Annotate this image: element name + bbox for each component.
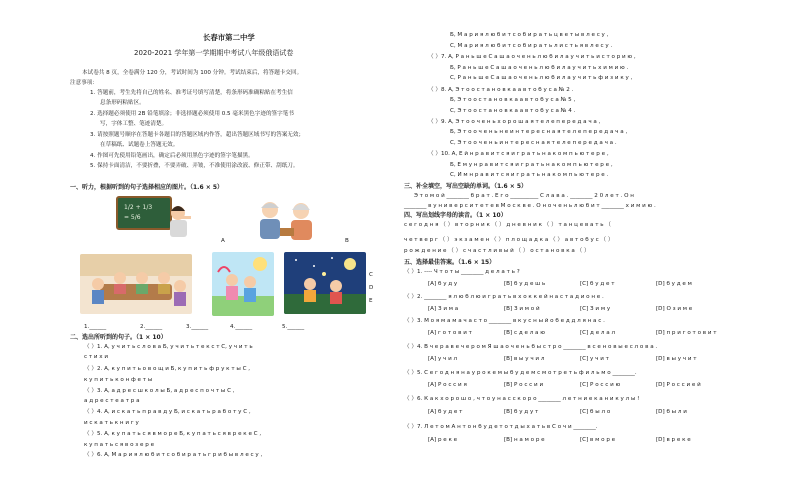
note-line: 5. 保持卡面清洁，不要折叠，不要弄破、弄皱，不准使用涂改液、修正带、刮纸刀。 [90,163,299,169]
answer-blank-5[interactable]: 5.______ [282,324,305,330]
question: （ ）7. Л е т о м А н т о н б у д е т о т д ы х а т ь в С о ч и ________. [404,424,598,430]
picture-c-illustration [80,254,192,314]
question: （ ）5. С е г о д н я н а у р о к е м ы б у д е м с м о т р е т ь ф и л ь м о ________. [404,370,637,376]
option[interactable]: [D] б у д е м [656,281,692,287]
option[interactable]: [C] Р о с с и ю [580,382,621,388]
picture-d-illustration [212,252,274,316]
listening-line: （ ）2. А, к у п и т ь о в о щ и Б, к у п и т ь ф р у к т ы С , [84,366,251,372]
question: （ ）4. В ч е р а в е ч е р о м Я ш а о ч е н ь б ы с т р о ________ в с е н о в ы е с л о в а . [404,344,658,350]
right-column [400,0,730,486]
option[interactable]: [B] б у д у т [504,409,539,415]
section-3-title: 三、补全填空，写出空缺的单词。（1.6 × 5） [404,183,528,190]
listening-line: а д р е с т е а т р а [84,398,140,404]
listening-line: с т и х и [84,354,109,360]
option[interactable]: [A] З и м а [428,306,459,312]
listening-line: и с к а т ь к н и г у [84,420,139,426]
note-line: 息条形码粘贴区。 [100,100,145,106]
question: （ ）1. ---- Ч т о т ы ________ д е л а т ь ? [404,269,520,275]
svg-text:1/2 + 1/3: 1/2 + 1/3 [124,204,153,211]
continued-line: （ ）9. А, Э т о о ч е н ь х о р о ш а я т е л е п е р е д а ч а , [428,119,601,125]
note-line: 3. 请按照题号顺序在答题卡各题目的答题区域内作答，超出答题区域书写的答案无效； [90,132,305,138]
option[interactable]: [B] с д е л а ю [504,330,545,336]
picture-b-letter: B [345,238,349,244]
option[interactable]: [D] в р е к е [656,437,691,443]
reading-line: с е г о д н я （ ） в т о р н и к （ ） д н е в н и к （ ） т а н ц е в а т ь （ [404,222,611,228]
picture-a-illustration [116,195,194,237]
picture-b [246,198,328,240]
option[interactable]: [C] б у д е т [580,281,615,287]
answer-blank-3[interactable]: 3.______ [186,324,209,330]
fill-line: ________ в у н и в е р с и т е т е в М о с к в е . О н о ч е н ь л ю б и т ________ х и м и ю . [404,203,656,209]
listening-line: （ ）3. А, а д р е с ш к о л ы Б, а д р е с п о ч т ы С , [84,388,235,394]
option[interactable]: [C] в м о р е [580,437,616,443]
listening-line: （ ）6. А, М а р и я л ю б и т с о б и р а т ь г р и б ы в л е с у , [84,452,263,458]
continued-line: Б, Э т о о ч е н ь н е и н т е р е с н а я т е л е п е р е д а ч а , [450,129,628,135]
reading-line: р о ж д е н и е （ ） с ч а с т л и в ы й （ ） о с т а н о в к а （ ） [404,248,590,254]
picture-e [284,252,366,314]
option[interactable]: [B] в ы у ч и л [504,356,545,362]
continued-line: С, М а р и я л ю б и т с о б и р а т ь л и с т ь я в л е с у . [450,43,613,49]
picture-c [80,254,192,314]
continued-line: С, Э т о о с т а н о в к а а в т о б у с а № 4 . [450,108,576,114]
svg-text:= 5/6: = 5/6 [124,214,141,221]
option[interactable]: [A] б у д е т [428,409,463,415]
section-4-title: 四、写出划线字母的读音。（1 × 10） [404,212,507,219]
option[interactable]: [A] р е к е [428,437,458,443]
section-2-title: 二、选出所听到的句子。（1 × 10） [70,334,167,341]
question: （ ）3. М о я м а м а ч а с т о ________ в к у с н ы й о б е д д л я н а с . [404,318,605,324]
exam-title: 2020-2021 学年第一学期期中考试八年级俄语试卷 [134,49,294,57]
option[interactable]: [B] б у д е ш ь [504,281,546,287]
continued-line: Б, Р а н ь ш е С а ш а о ч е н ь л ю б и л а у ч и т ь х и м и ю . [450,65,629,71]
reading-line: ч е т в е р г （ ） э к з а м е н （ ） п л о щ а д к а （ ） а в т о б у с （ ） [404,237,614,243]
listening-line: к у п а т ь с я в о з е р е [84,442,155,448]
listening-line: к у п и т ь к о н ф е т ы [84,377,153,383]
continued-line: Б, Э т о о с т а н о в к а а в т о б у с а № 5 , [450,97,576,103]
note-line: 2. 选择题必须使用 2B 铅笔填涂；非选择题必须使用 0.5 毫米黑色字迹的签字笔书 [90,111,294,117]
answer-blank-1[interactable]: 1.______ [84,324,107,330]
left-column [70,0,392,486]
option[interactable]: [B] н а м о р е [504,437,545,443]
continued-line: （ ）8. А, Э т о о с т а н о в к а а в т о б у с а № 2 . [428,87,574,93]
note-line: 写，字体工整、笔迹清楚。 [100,121,168,127]
side-letter-e: E [369,298,373,304]
picture-a [116,195,194,237]
note-line: 4. 作图可先使用铅笔画出，确定后必须用黑色字迹的签字笔描黑。 [90,153,254,159]
option[interactable]: [C] б ы л о [580,409,611,415]
option[interactable]: [D] п р и г о т о в и т [656,330,717,336]
continued-line: （ ）7. А, Р а н ь ш е С а ш а о ч е н ь л ю б и л а у ч и т ь и с т о р и ю , [428,54,636,60]
option[interactable]: [D] О з и м е [656,306,693,312]
option[interactable]: [D] б ы л и [656,409,687,415]
question: （ ）2. ________ я л ю б л ю и г р а т ь в х о к к е й н а с т а д и о н е . [404,294,604,300]
listening-line: （ ）1. А, у ч и т ь с л о в а Б, у ч и т ь т е к с т С, у ч и т ь [84,344,253,350]
picture-d [212,252,274,316]
side-letter-d: D [369,285,374,291]
notes-label: 注意事项： [70,80,98,86]
option[interactable]: [A] Р о с с и я [428,382,467,388]
option[interactable]: [D] в ы у ч и т [656,356,697,362]
note-line: 1. 答题前，考生先将自己的姓名、准考证号填写清楚，将条形码准确粘贴在考生信 [90,90,293,96]
side-letter-c: C [369,272,373,278]
continued-line: Б, М а р и я л ю б и т с о б и р а т ь ц в е т ы в л е с у , [450,32,609,38]
listening-line: （ ）5. А, к у п а т ь с я в м о р е Б, к у п а т ь с я в р е к е С , [84,431,262,437]
continued-line: С, И м н р а в и т с я и г р а т ь н а к о м п ь ю т е р е . [450,172,609,178]
section-5-title: 五、选择最佳答案。（1.6 × 15） [404,259,496,266]
note-line: 在草稿纸、试题卷上答题无效。 [100,142,179,148]
listening-line: （ ）4. А, и с к а т ь п р а в д у Б, и с к а т ь р а б о т у С , [84,409,251,415]
continued-line: Б, Е м у н р а в и т с я и г р а т ь н а к о м п ь ю т е р е , [450,162,613,168]
answer-blank-2[interactable]: 2.______ [140,324,163,330]
picture-a-letter: A [221,238,225,244]
answer-blank-4[interactable]: 4.______ [230,324,253,330]
option[interactable]: [B] Р о с с и и [504,382,544,388]
intro-note: 本试卷共 8 页，全卷满分 120 分，考试时间为 100 分钟。考试结束后，将答题卡交回。 [82,70,303,76]
fill-line: Э т о м о й ________ б р а т . Е г о __________ С л а в а . ________ 2 0 л е т . О н [414,193,634,199]
continued-line: С, Р а н ь ш е С а ш а о ч е н ь л ю б и л а у ч и т ь ф и з и к у , [450,75,633,81]
option[interactable]: [C] З и м у [580,306,611,312]
option[interactable]: [C] у ч и т [580,356,609,362]
continued-line: （ ）10. А, Е й н р а в и т с я и г р а т ь н а к о м п ь ю т е р е , [428,151,609,157]
option[interactable]: [D] Р о с с и е й [656,382,701,388]
picture-e-illustration [284,252,366,314]
option[interactable]: [A] у ч и л [428,356,458,362]
question: （ ）6. К а к х о р о ш о , ч т о у н а с с к о р о ________ л е т н и е к а н и к у л ы ! [404,396,640,402]
option[interactable]: [A] г о т о в и т [428,330,472,336]
option[interactable]: [C] д е л а л [580,330,616,336]
section-1-title: 一、听力，根据听到的句子选择相应的图片。（1.6 × 5） [70,184,224,191]
continued-line: С, Э т о о ч е н ь и н т е р е с н а я т е л е п е р е д а ч а . [450,140,617,146]
picture-b-illustration [246,198,328,240]
option[interactable]: [B] З и м о й [504,306,540,312]
school-title: 长春市第二中学 [203,33,255,42]
option[interactable]: [A] б у д у [428,281,458,287]
